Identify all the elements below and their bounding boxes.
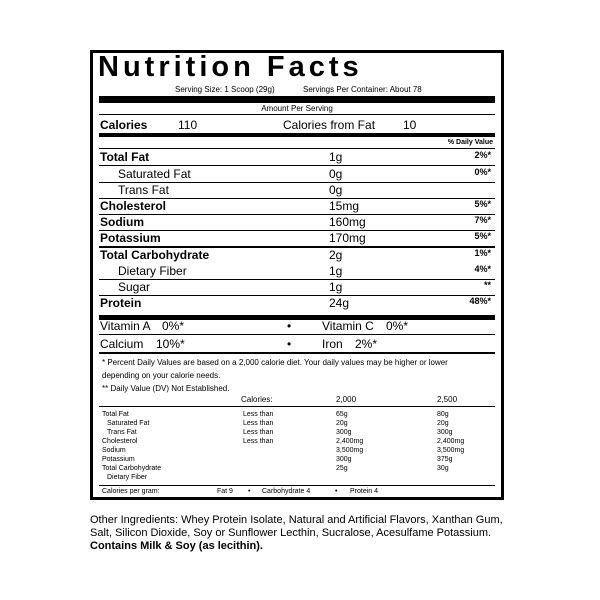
allergen-statement: Contains Milk & Soy (as lecithin). bbox=[90, 540, 263, 552]
ref-qualifier: Less than bbox=[243, 429, 274, 436]
ingredients-block bbox=[90, 514, 520, 553]
ref-value-2500: 20g bbox=[437, 420, 449, 427]
ref-nutrient: Total Fat bbox=[102, 411, 129, 418]
thick-divider bbox=[99, 315, 495, 320]
thick-divider bbox=[99, 96, 495, 103]
ref-header-calories: Calories: bbox=[241, 395, 273, 404]
ref-value-2500: 375g bbox=[437, 456, 453, 463]
nutrient-amount: 170mg bbox=[329, 231, 366, 245]
ref-nutrient: Sodium bbox=[102, 447, 126, 454]
nutrient-dv: 7%* bbox=[474, 215, 491, 225]
bullet: • bbox=[335, 488, 338, 495]
amount-per-serving: Amount Per Serving bbox=[261, 104, 333, 113]
divider bbox=[99, 114, 495, 115]
ref-value-2500: 2,400mg bbox=[437, 438, 465, 445]
nutrient-name: Total Carbohydrate bbox=[100, 248, 210, 262]
nutrient-amount: 0g bbox=[329, 183, 343, 197]
calcium-label: Calcium bbox=[100, 337, 144, 351]
ref-nutrient: Dietary Fiber bbox=[107, 474, 148, 481]
footnote-percent-dv: * Percent Daily Values are based on a 2,000 calorie diet. Your daily values may be higher or lower bbox=[102, 358, 448, 367]
calories-per-gram-label: Calories per gram: bbox=[102, 488, 160, 495]
other-ingredients-line: Other Ingredients: Whey Protein Isolate, Natural and Artificial Flavors, Xanthan Gum, bbox=[90, 514, 503, 526]
ref-value-2000: 3,500mg bbox=[336, 447, 364, 454]
calories-label: Calories bbox=[100, 118, 148, 132]
nutrient-name: Potassium bbox=[100, 231, 161, 245]
ref-value-2000: 25g bbox=[336, 465, 348, 472]
nutrient-name: Protein bbox=[100, 296, 142, 310]
nutrient-name: Trans Fat bbox=[118, 183, 169, 197]
ref-value-2000: 300g bbox=[336, 456, 352, 463]
nutrient-amount: 24g bbox=[329, 296, 350, 310]
ref-nutrient: Trans Fat bbox=[107, 429, 137, 436]
calories-from-fat-label: Calories from Fat bbox=[283, 118, 376, 132]
calories-per-gram-carb: Carbohydrate 4 bbox=[262, 488, 311, 495]
panel-title: Nutrition Facts bbox=[98, 51, 363, 83]
divider bbox=[99, 406, 495, 407]
ref-value-2500: 30g bbox=[437, 465, 449, 472]
nutrient-dv: 4%* bbox=[474, 264, 491, 274]
footnote-percent-dv-cont: depending on your calorie needs. bbox=[102, 371, 221, 380]
divider bbox=[99, 485, 495, 486]
vitamin-c-label: Vitamin C bbox=[322, 319, 374, 333]
nutrient-amount: 2g bbox=[329, 248, 343, 262]
ref-value-2000: 300g bbox=[336, 429, 352, 436]
divider bbox=[99, 352, 495, 354]
calories-per-gram-protein: Protein 4 bbox=[350, 488, 379, 495]
nutrient-dv: ** bbox=[483, 280, 491, 290]
bullet: • bbox=[287, 319, 292, 333]
ref-value-2500: 3,500mg bbox=[437, 447, 465, 454]
divider bbox=[99, 279, 495, 280]
nutrient-amount: 0g bbox=[329, 167, 343, 181]
daily-value-header: % Daily Value bbox=[447, 139, 493, 146]
medium-divider bbox=[99, 133, 495, 137]
nutrient-name: Saturated Fat bbox=[118, 167, 191, 181]
footnote-dv-not-established: ** Daily Value (DV) Not Established. bbox=[102, 384, 230, 393]
bullet: • bbox=[287, 337, 292, 351]
ref-nutrient: Saturated Fat bbox=[107, 420, 150, 427]
serving-size: Serving Size: 1 Scoop (29g) bbox=[175, 85, 275, 94]
calories-value: 110 bbox=[178, 118, 198, 132]
ref-nutrient: Total Carbohydrate bbox=[102, 465, 162, 472]
divider bbox=[99, 334, 495, 335]
nutrient-name: Sugar bbox=[118, 280, 151, 294]
ref-value-2000: 2,400mg bbox=[336, 438, 364, 445]
nutrient-amount: 1g bbox=[329, 280, 343, 294]
ref-qualifier: Less than bbox=[243, 438, 274, 445]
nutrient-name: Total Fat bbox=[100, 150, 150, 164]
ref-value-2000: 20g bbox=[336, 420, 348, 427]
ref-header-2500: 2,500 bbox=[437, 395, 458, 404]
nutrient-amount: 1g bbox=[329, 150, 343, 164]
nutrient-amount: 15mg bbox=[329, 199, 360, 213]
calories-per-gram-fat: Fat 9 bbox=[217, 488, 233, 495]
divider bbox=[99, 295, 495, 296]
nutrient-dv: 0%* bbox=[474, 167, 491, 177]
ref-value-2500: 80g bbox=[437, 411, 449, 418]
vitamin-c-dv: 0%* bbox=[386, 319, 409, 333]
nutrient-amount: 1g bbox=[329, 264, 343, 278]
nutrient-dv: 2%* bbox=[474, 150, 491, 160]
ref-value-2500: 300g bbox=[437, 429, 453, 436]
divider bbox=[99, 214, 495, 215]
servings-per-container: Servings Per Container: About 78 bbox=[303, 85, 422, 94]
ref-nutrient: Potassium bbox=[102, 456, 135, 463]
ref-header-2000: 2,000 bbox=[336, 395, 357, 404]
iron-dv: 2%* bbox=[355, 337, 378, 351]
bullet: • bbox=[248, 488, 251, 495]
ref-value-2000: 65g bbox=[336, 411, 348, 418]
other-ingredients-line: Salt, Silicon Dioxide, Soy or Sunflower Lecthin, Sucralose, Acesulfame Potassium. bbox=[90, 527, 492, 539]
nutrient-name: Cholesterol bbox=[100, 199, 167, 213]
calcium-dv: 10%* bbox=[156, 337, 185, 351]
calories-from-fat-value: 10 bbox=[403, 118, 417, 132]
divider bbox=[99, 165, 495, 166]
ref-qualifier: Less than bbox=[243, 411, 274, 418]
vitamin-a-label: Vitamin A bbox=[100, 319, 151, 333]
vitamin-a-dv: 0%* bbox=[162, 319, 185, 333]
nutrient-name: Dietary Fiber bbox=[118, 264, 187, 278]
nutrient-dv: 1%* bbox=[474, 248, 491, 258]
ref-qualifier: Less than bbox=[243, 420, 274, 427]
divider bbox=[99, 148, 495, 149]
nutrient-amount: 160mg bbox=[329, 215, 366, 229]
iron-label: Iron bbox=[322, 337, 343, 351]
nutrient-dv: 48%* bbox=[469, 296, 491, 306]
ref-nutrient: Cholesterol bbox=[102, 438, 138, 445]
nutrient-name: Sodium bbox=[100, 215, 144, 229]
nutrient-dv: 5%* bbox=[474, 199, 491, 209]
nutrition-facts-panel bbox=[90, 50, 504, 500]
nutrient-dv: 5%* bbox=[474, 231, 491, 241]
